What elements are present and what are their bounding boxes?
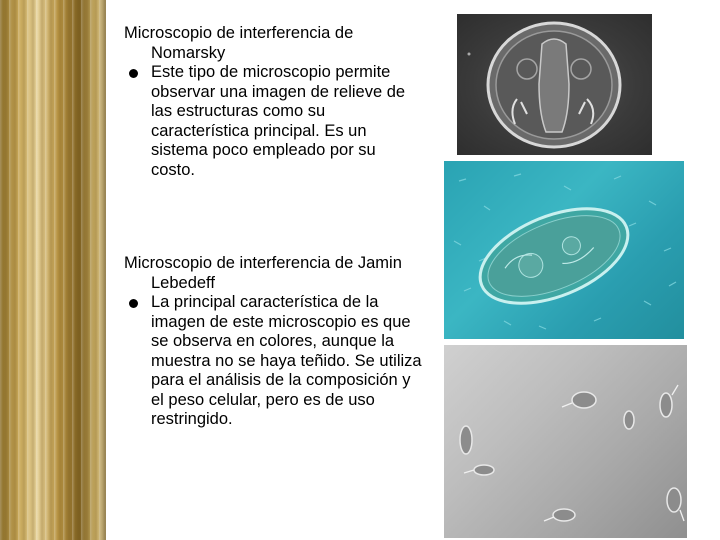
bullet-item — [124, 63, 424, 180]
bullet-dot-icon — [129, 299, 138, 308]
section-nomarsky — [124, 24, 424, 180]
section-title: Microscopio de interferencia de Jamin Lebedeff — [124, 254, 402, 292]
nomarski-embryo-image — [457, 14, 652, 155]
gray-relief-image — [444, 345, 687, 538]
bullet-text: Este tipo de microscopio permite observar una imagen de relieve de las estructuras como su característica principal. Es un sistema poco empleado por su costo. — [151, 63, 406, 179]
cyan-cell-image — [444, 161, 684, 339]
bullet-item — [124, 293, 424, 430]
section-title: Microscopio de interferencia de Nomarsky — [124, 24, 354, 62]
bullet-dot-icon — [129, 69, 138, 78]
decorative-gold-sidebar — [0, 0, 106, 540]
section-jamin-lebedeff — [124, 254, 424, 430]
bullet-text: La principal característica de la imagen de este microscopio es que se observa en colores, aunque la muestra no se haya teñido. Se utiliza para el análisis de la composición y el peso celular, pero es de uso restringido. — [151, 293, 422, 428]
